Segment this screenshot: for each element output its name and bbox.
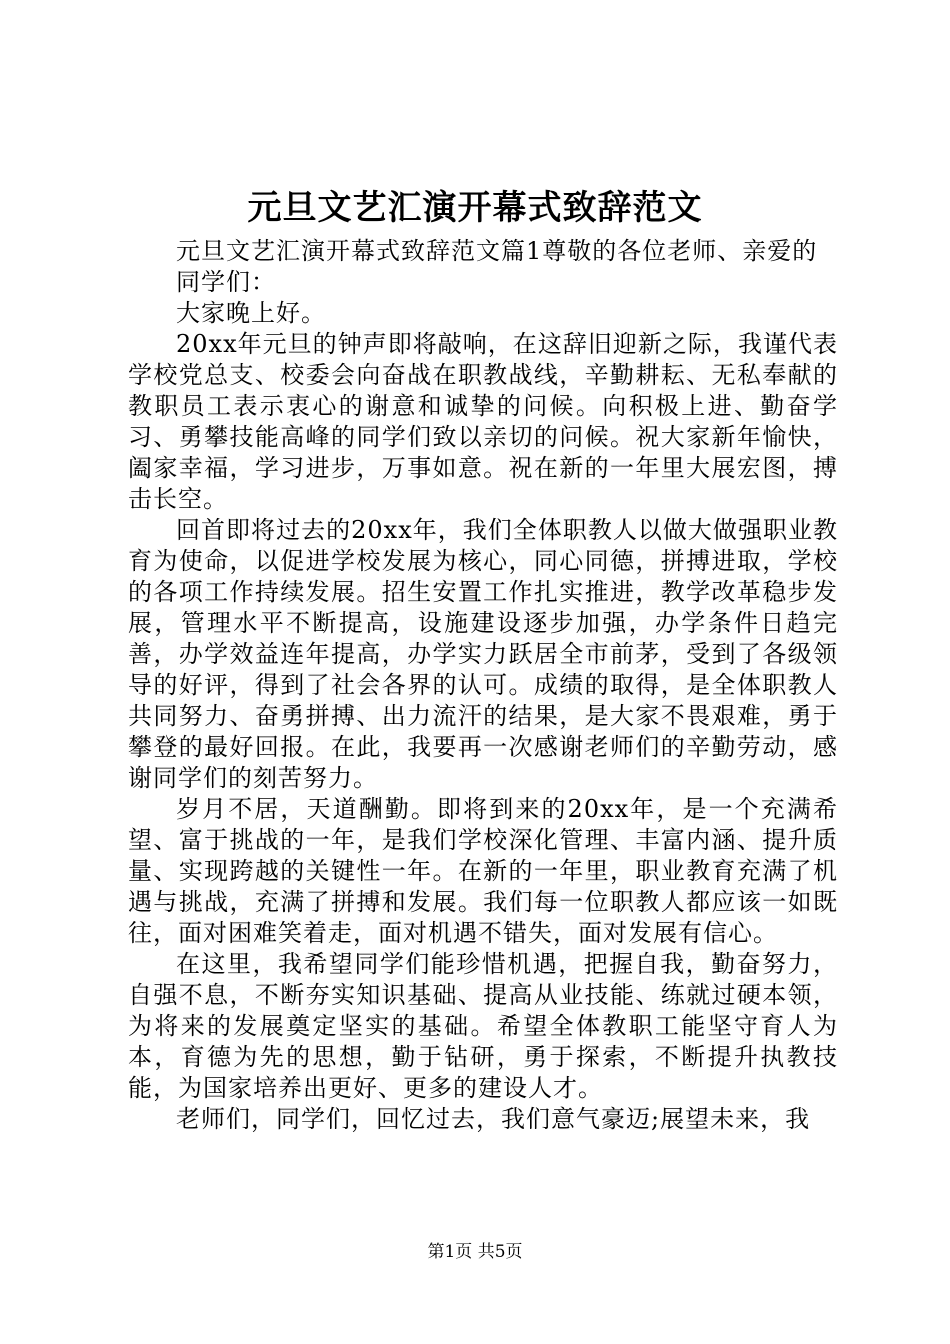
- paragraph: 大家晚上好。: [176, 299, 326, 327]
- paragraph: 老师们，同学们，回忆过去，我们意气豪迈;展望未来，我: [176, 1105, 811, 1133]
- document-title: 元旦文艺汇演开幕式致辞范文: [247, 188, 703, 228]
- paragraph: 20xx年元旦的钟声即将敲响，在这辞旧迎新之际，我谨代表学校党总支、校委会向奋战在职教战线，辛勤耕耘、无私奉献的教职员工表示衷心的谢意和诚挚的问候。向积极上进、勤奋学习、勇攀技能高峰的同学们致以亲切的问候。祝大家新年愉快，阖家幸福，学习进步，万事如意。祝在新的一年里大展宏图，搏击长空。: [128, 330, 838, 513]
- paragraph: 同学们：: [176, 268, 276, 296]
- page-footer: 第1页 共5页: [427, 1242, 523, 1262]
- document-body: [128, 236, 838, 1135]
- paragraph: 在这里，我希望同学们能珍惜机遇，把握自我，勤奋努力，自强不息，不断夯实知识基础、提高从业技能、练就过硬本领，为将来的发展奠定坚实的基础。希望全体教职工能坚守育人为本，育德为先的思想，勤于钻研，勇于探索，不断提升执教技能，为国家培养出更好、更多的建设人才。: [128, 950, 838, 1102]
- paragraph: 元旦文艺汇演开幕式致辞范文篇1尊敬的各位老师、亲爱的: [176, 237, 818, 265]
- paragraph: 岁月不居，天道酬勤。即将到来的20xx年，是一个充满希望、富于挑战的一年，是我们学校深化管理、丰富内涵、提升质量、实现跨越的关键性一年。在新的一年里，职业教育充满了机遇与挑战，充满了拼搏和发展。我们每一位职教人都应该一如既往，面对困难笑着走，面对机遇不错失，面对发展有信心。: [128, 795, 838, 947]
- paragraph: 回首即将过去的20xx年，我们全体职教人以做大做强职业教育为使命，以促进学校发展为核心，同心同德，拼搏进取，学校的各项工作持续发展。招生安置工作扎实推进，教学改革稳步发展，管理水平不断提高，设施建设逐步加强，办学条件日趋完善，办学效益连年提高，办学实力跃居全市前茅，受到了各级领导的好评，得到了社会各界的认可。成绩的取得，是全体职教人共同努力、奋勇拼搏、出力流汗的结果，是大家不畏艰难，勇于攀登的最好回报。在此，我要再一次感谢老师们的辛勤劳动，感谢同学们的刻苦努力。: [128, 516, 838, 792]
